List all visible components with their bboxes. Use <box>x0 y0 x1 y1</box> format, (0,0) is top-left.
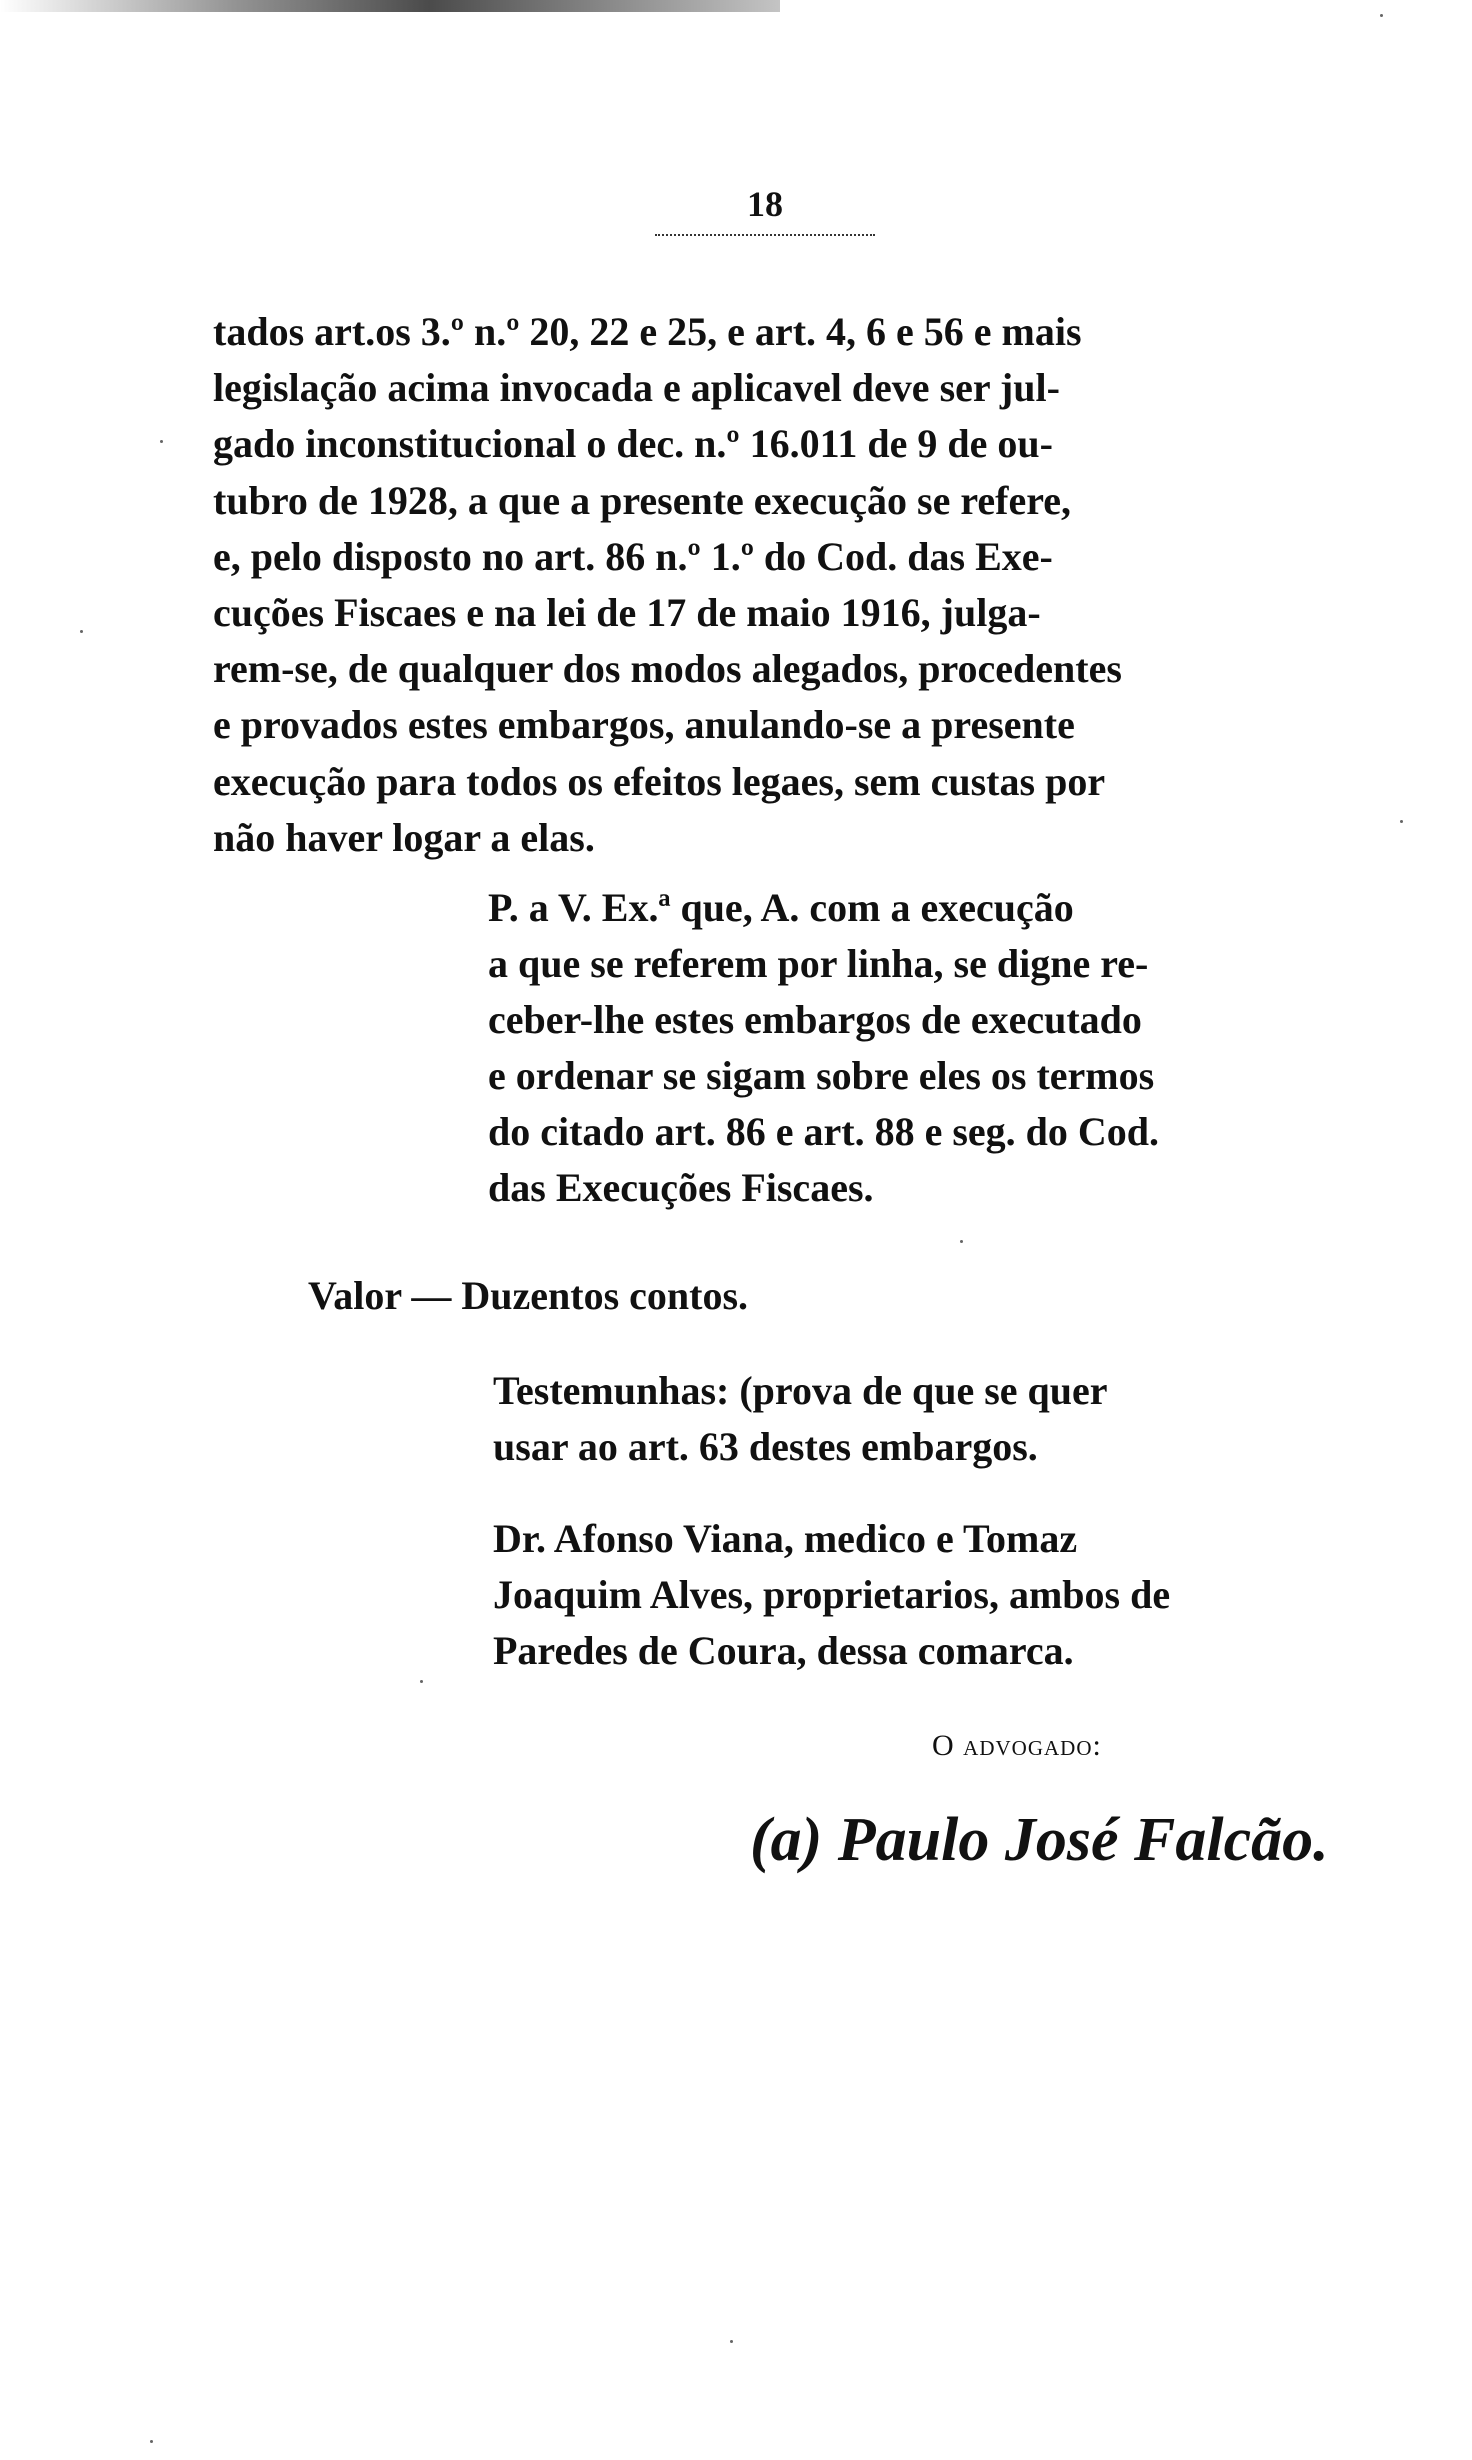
body-paragraph <box>213 304 1353 866</box>
body-line: e, pelo disposto no art. 86 n.º 1.º do Cod. das Exe- <box>213 533 1053 579</box>
body-line: tubro de 1928, a que a presente execução se refere, <box>213 477 1071 523</box>
body-line: rem-se, de qualquer dos modos alegados, procedentes <box>213 646 1122 692</box>
valor-text: Valor — Duzentos contos. <box>308 1273 749 1318</box>
paper-speck <box>1400 820 1403 823</box>
request-line: do citado art. 86 e art. 88 e seg. do Cod. <box>488 1109 1160 1154</box>
paper-speck <box>420 1680 423 1683</box>
paper-speck <box>80 630 83 633</box>
request-line: e ordenar se sigam sobre eles os termos <box>488 1053 1155 1098</box>
body-line: legislação acima invocada e aplicavel deve ser jul- <box>213 365 1060 411</box>
paper-speck <box>160 440 163 443</box>
witnesses-line: usar ao art. 63 destes embargos. <box>493 1424 1038 1469</box>
witness-names-paragraph <box>493 1511 1353 1679</box>
body-line: tados art.os 3.º n.º 20, 22 e 25, e art. 4, 6 e 56 e mais <box>213 309 1082 354</box>
witness-names-line: Dr. Afonso Viana, medico e Tomaz <box>493 1516 1078 1561</box>
paper-speck <box>730 2340 733 2343</box>
witness-names-line: Joaquim Alves, proprietarios, ambos de <box>493 1572 1171 1617</box>
request-line: P. a V. Ex.ª que, A. com a execução <box>488 885 1074 930</box>
paper-speck <box>1380 14 1383 17</box>
body-line: gado inconstitucional o dec. n.º 16.011 de 9 de ou- <box>213 421 1053 467</box>
page-number-rule <box>655 234 875 236</box>
request-paragraph <box>488 880 1348 1216</box>
witnesses-paragraph <box>493 1363 1353 1475</box>
paper-speck <box>960 1240 963 1243</box>
body-line: e provados estes embargos, anulando-se a presente <box>213 702 1075 748</box>
request-line: ceber-lhe estes embargos de executado <box>488 997 1142 1042</box>
request-line: a que se referem por linha, se digne re- <box>488 941 1149 986</box>
signature-title: O advogado: <box>932 1729 1102 1762</box>
body-line: execução para todos os efeitos legaes, sem custas por <box>213 758 1106 804</box>
valor-line <box>308 1268 1008 1324</box>
paper-speck <box>150 2440 153 2443</box>
body-line: cuções Fiscaes e na lei de 17 de maio 1916, julga- <box>213 590 1041 636</box>
scan-edge-mark <box>0 0 780 12</box>
witnesses-line: Testemunhas: (prova de que se quer <box>493 1368 1108 1413</box>
page-number: 18 <box>747 184 783 224</box>
signature-name: (a) Paulo José Falcão. <box>750 1806 1329 1874</box>
witness-names-line: Paredes de Coura, dessa comarca. <box>493 1628 1074 1673</box>
body-line: não haver logar a elas. <box>213 814 595 860</box>
request-line: das Execuções Fiscaes. <box>488 1165 874 1210</box>
